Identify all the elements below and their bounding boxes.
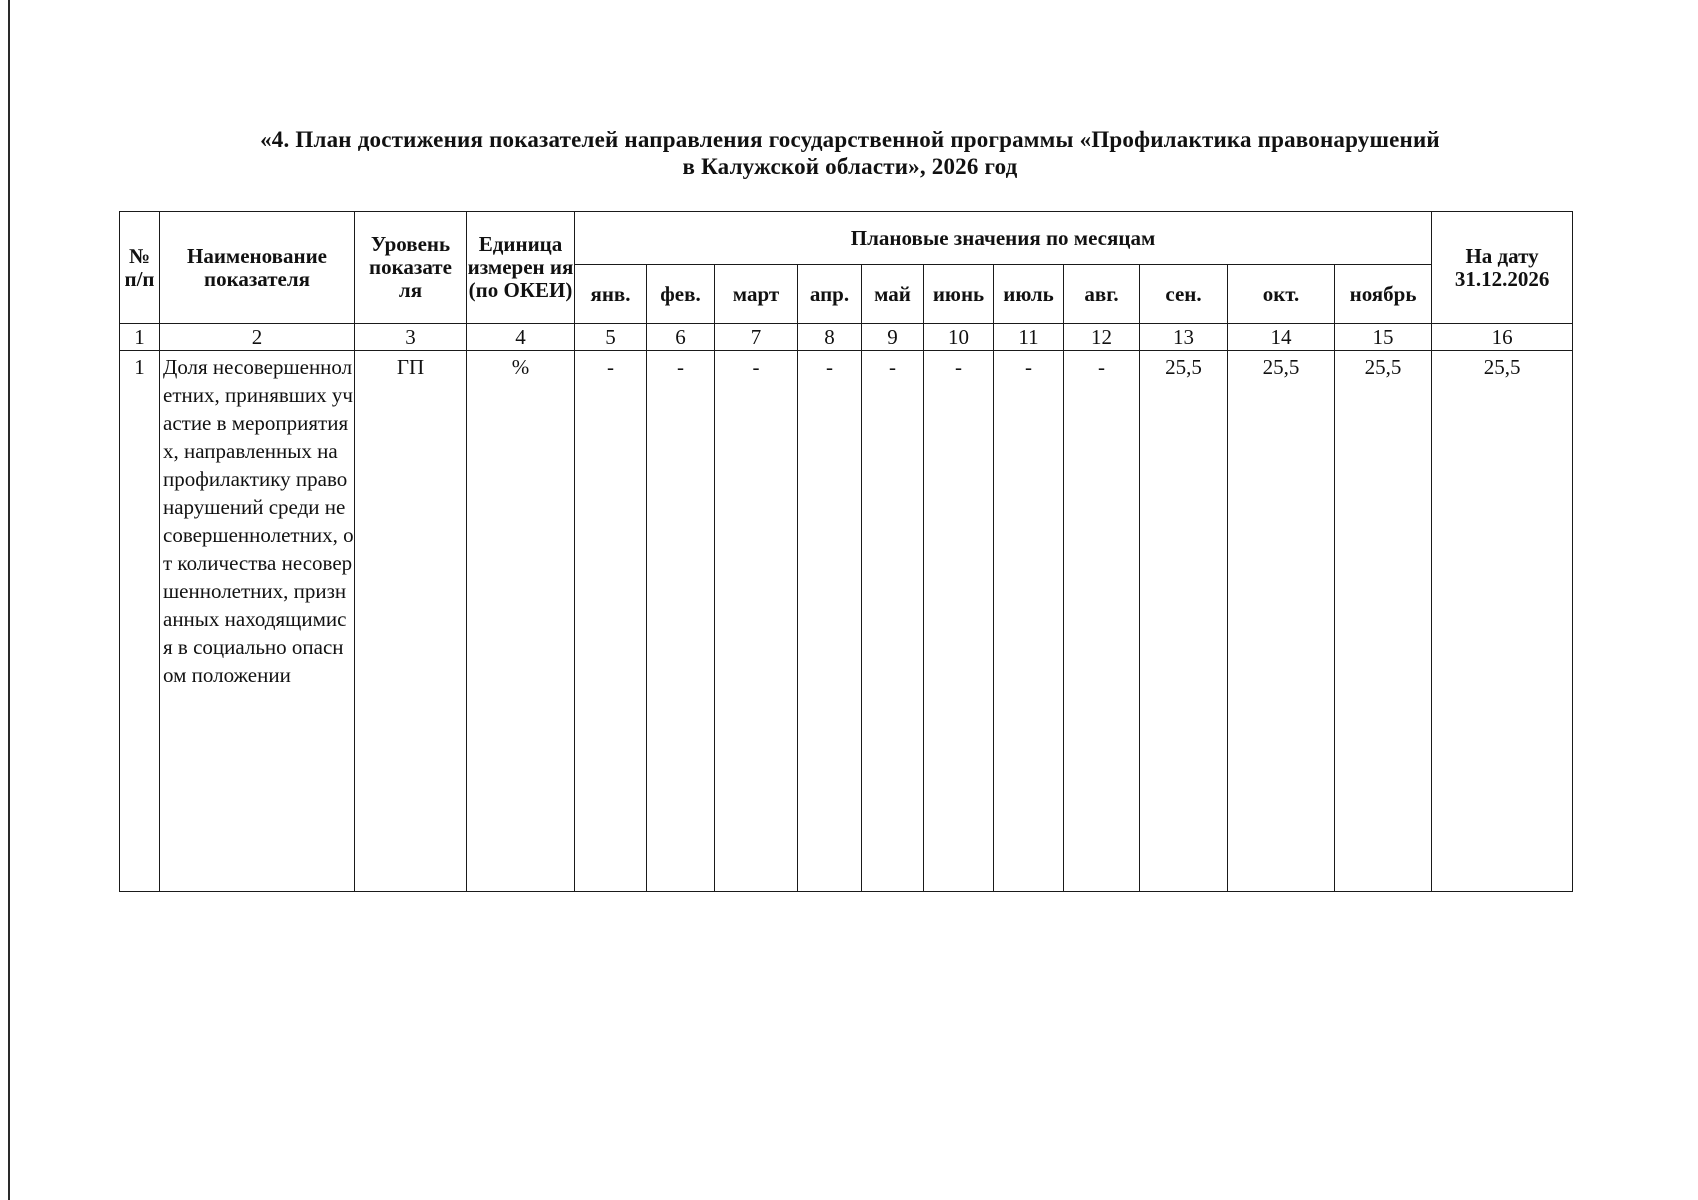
header-month: янв. [575, 265, 647, 324]
row-month-value: - [715, 351, 798, 892]
header-level: Уровень показате ля [355, 212, 467, 324]
column-number: 5 [575, 324, 647, 351]
column-number: 4 [467, 324, 575, 351]
row-month-value: - [1064, 351, 1140, 892]
row-month-value: 25,5 [1228, 351, 1335, 892]
header-month: фев. [647, 265, 715, 324]
header-final-date: На дату 31.12.2026 [1432, 212, 1573, 324]
header-month: март [715, 265, 798, 324]
row-final-value: 25,5 [1432, 351, 1573, 892]
column-number: 15 [1335, 324, 1432, 351]
header-month: сен. [1140, 265, 1228, 324]
header-month: авг. [1064, 265, 1140, 324]
row-month-value: - [647, 351, 715, 892]
row-month-value: - [994, 351, 1064, 892]
table-row [120, 351, 1573, 892]
column-number: 3 [355, 324, 467, 351]
indicator-plan-table [119, 211, 1573, 892]
column-number: 8 [798, 324, 862, 351]
row-indicator-name: Доля несовершеннолетних, принявших участие в мероприятиях, направленных на профилактику правонарушений среди несовершеннолетних, от количества несовершеннолетних, признанных находящимися в социально опасном положении [160, 351, 355, 892]
header-month: май [862, 265, 924, 324]
title-line-2: в Калужской области», 2026 год [682, 154, 1018, 179]
header-unit: Единица измерен ия (по ОКЕИ) [467, 212, 575, 324]
row-month-value: 25,5 [1140, 351, 1228, 892]
header-name: Наименование показателя [160, 212, 355, 324]
header-planned-values: Плановые значения по месяцам [575, 212, 1432, 265]
column-number: 11 [994, 324, 1064, 351]
header-month: апр. [798, 265, 862, 324]
scan-edge-line [8, 0, 10, 1200]
row-month-value: - [924, 351, 994, 892]
row-level: ГП [355, 351, 467, 892]
row-month-value: - [798, 351, 862, 892]
header-num: № п/п [120, 212, 160, 324]
column-number: 2 [160, 324, 355, 351]
title-line-1: «4. План достижения показателей направления государственной программы «Профилактика правонарушений [260, 127, 1440, 152]
column-number-row [120, 324, 1573, 351]
header-row-1 [120, 212, 1573, 265]
header-month: окт. [1228, 265, 1335, 324]
column-number: 14 [1228, 324, 1335, 351]
header-month: ноябрь [1335, 265, 1432, 324]
column-number: 1 [120, 324, 160, 351]
row-month-value: - [575, 351, 647, 892]
document-title [150, 126, 1550, 180]
header-month: июнь [924, 265, 994, 324]
row-month-value: - [862, 351, 924, 892]
column-number: 13 [1140, 324, 1228, 351]
column-number: 10 [924, 324, 994, 351]
column-number: 9 [862, 324, 924, 351]
column-number: 12 [1064, 324, 1140, 351]
column-number: 6 [647, 324, 715, 351]
header-month: июль [994, 265, 1064, 324]
column-number: 7 [715, 324, 798, 351]
row-unit: % [467, 351, 575, 892]
row-month-value: 25,5 [1335, 351, 1432, 892]
column-number: 16 [1432, 324, 1573, 351]
row-num: 1 [120, 351, 160, 892]
